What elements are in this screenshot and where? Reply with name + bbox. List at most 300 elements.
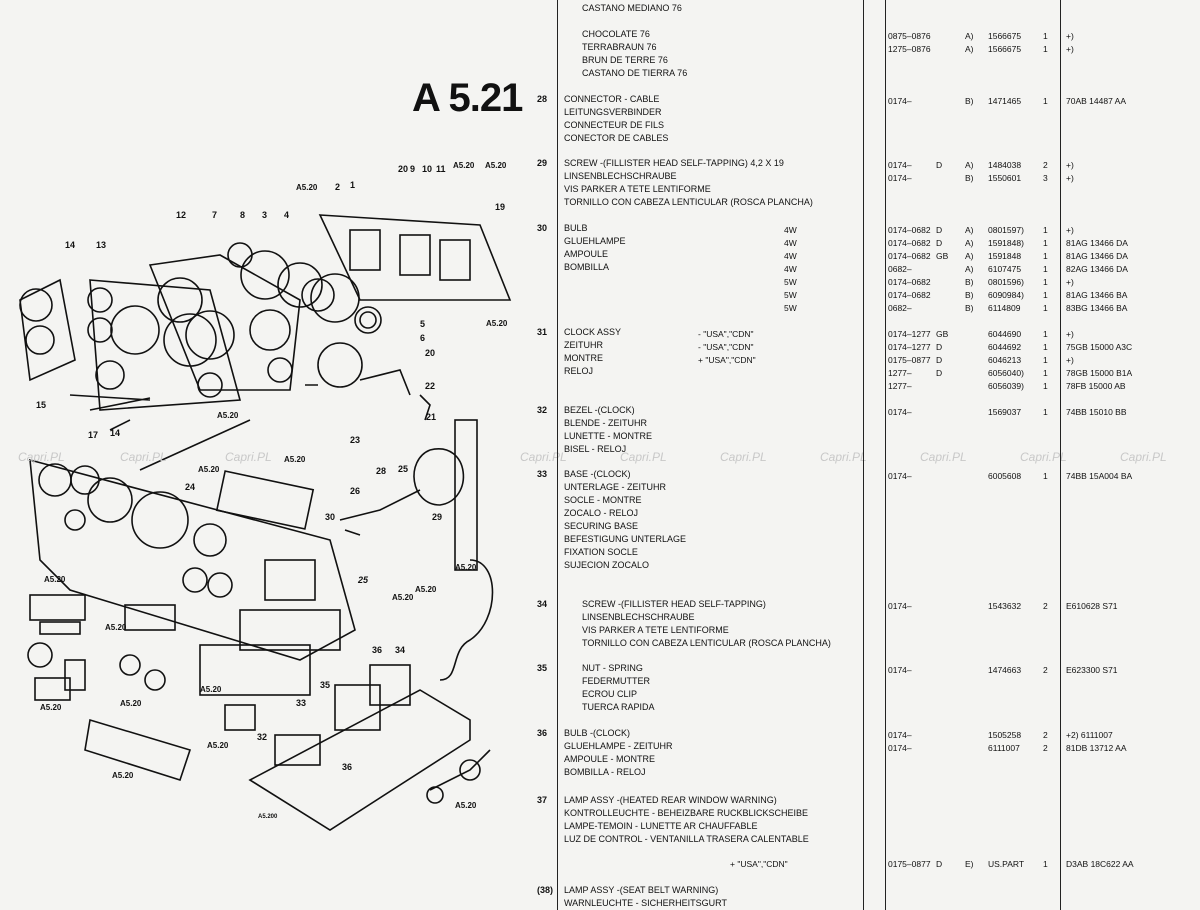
wattage-cell: 5W xyxy=(784,303,797,313)
watermark: Capri.PL xyxy=(820,450,867,464)
date-range-cell: 0875–0876 xyxy=(888,31,931,41)
description-cell: BRUN DE TERRE 76 xyxy=(582,55,668,65)
part-number xyxy=(988,858,1024,871)
engineering-code-cell: +) xyxy=(1066,44,1074,54)
date-range-cell: 1277– xyxy=(888,368,912,378)
description-cell: BULB xyxy=(564,223,588,233)
engineering-code xyxy=(1066,858,1134,871)
quantity-cell: 1 xyxy=(1043,290,1048,300)
wattage-cell: 4W xyxy=(784,238,797,248)
engineering-code-cell: D3AB 18C622 AA xyxy=(1066,859,1134,869)
part-number xyxy=(988,406,1021,419)
date-range xyxy=(888,328,931,393)
engineering-code xyxy=(1066,600,1118,613)
watermark: Capri.PL xyxy=(520,450,567,464)
engineering-code xyxy=(1066,30,1074,56)
description-cell: FEDERMUTTER xyxy=(582,676,650,686)
watermark: Capri.PL xyxy=(18,450,65,464)
quantity xyxy=(1043,664,1048,677)
description xyxy=(564,727,673,779)
callout-label: 9 xyxy=(410,164,416,174)
date-range xyxy=(888,159,912,185)
callout-label: 6 xyxy=(420,333,426,343)
part-number-cell: 1591848 xyxy=(988,251,1022,261)
description-cell: CLOCK ASSY xyxy=(564,327,622,337)
description-cell: AMPOULE xyxy=(564,249,609,259)
ref-label: A5.20 xyxy=(296,183,318,192)
country xyxy=(936,159,942,172)
quantity-cell: 1 xyxy=(1043,342,1048,352)
description-cell: ZOCALO - RELOJ xyxy=(564,508,639,518)
quantity-cell: 1 xyxy=(1043,238,1048,248)
description xyxy=(564,157,813,209)
part-number-cell: 6046213 xyxy=(988,355,1022,365)
ref-label: A5.20 xyxy=(105,623,127,632)
engineering-code xyxy=(1066,159,1074,185)
part-number xyxy=(988,159,1021,185)
quantity-cell: 1 xyxy=(1043,31,1048,41)
quantity-cell: 1 xyxy=(1043,251,1048,261)
part-number xyxy=(988,600,1021,613)
description-cell: GLUEHLAMPE xyxy=(564,236,626,246)
column-divider xyxy=(863,0,864,910)
description-cell: CASTANO DE TIERRA 76 xyxy=(582,68,688,78)
note xyxy=(965,95,974,108)
ref-label: A5.20 xyxy=(112,771,134,780)
description-cell: SUJECION ZOCALO xyxy=(564,560,650,570)
part-number-cell: 6111007 xyxy=(988,743,1020,753)
wattage-cell: 4W xyxy=(784,264,797,274)
country xyxy=(936,224,948,263)
country-cell: D xyxy=(936,238,943,248)
cluster-housing xyxy=(150,255,300,390)
description-cell: AMPOULE - MONTRE xyxy=(564,754,656,764)
note-cell: A) xyxy=(965,44,974,54)
market-cell: + "USA","CDN" xyxy=(698,355,756,365)
quantity-cell: 2 xyxy=(1043,730,1048,740)
date-range-cell: 0174–0682 xyxy=(888,290,931,300)
description xyxy=(564,93,668,145)
date-range-cell: 0174– xyxy=(888,160,912,170)
date-range-cell: 0174–0682 xyxy=(888,225,931,235)
callout-label: 28 xyxy=(376,466,387,476)
description-cell: LINSENBLECHSCHRAUBE xyxy=(564,171,677,181)
gauge-lens-2 xyxy=(26,326,54,354)
description-cell: ZEITUHR xyxy=(564,340,603,350)
description-cell: CONNECTEUR DE FILS xyxy=(564,120,665,130)
description xyxy=(564,326,621,378)
note-cell: B) xyxy=(965,173,974,183)
country-cell: D xyxy=(936,859,943,869)
engineering-code xyxy=(1066,328,1132,393)
column-divider xyxy=(1060,0,1061,910)
description-cell: CASTANO MEDIANO 76 xyxy=(582,3,682,13)
part-number-cell: 6090984) xyxy=(988,290,1024,300)
country xyxy=(936,328,948,380)
engineering-code-cell: +) xyxy=(1066,173,1074,183)
ref-number: 32 xyxy=(537,405,548,415)
engineering-code-cell: +) xyxy=(1066,160,1074,170)
description-cell: TORNILLO CON CABEZA LENTICULAR (ROSCA PLANCHA) xyxy=(564,197,813,207)
note xyxy=(965,30,974,56)
description-cell: FIXATION SOCLE xyxy=(564,547,638,557)
note-cell: B) xyxy=(965,96,974,106)
engineering-code xyxy=(1066,664,1118,677)
quantity-cell: 2 xyxy=(1043,665,1048,675)
part-number-cell: 6107475 xyxy=(988,264,1022,274)
callout-label: 14 xyxy=(110,428,121,438)
part-number-cell: 1566675 xyxy=(988,44,1022,54)
market-cell: + "USA","CDN" xyxy=(730,859,788,869)
description-cell: BEFESTIGUNG UNTERLAGE xyxy=(564,534,687,544)
description xyxy=(582,662,655,714)
date-range-cell: 0174– xyxy=(888,743,912,753)
ref-number: 34 xyxy=(537,599,548,609)
description-cell: RELOJ xyxy=(564,366,594,376)
ref-number: 36 xyxy=(537,728,548,738)
description xyxy=(564,404,652,456)
description-cell: BASE -(CLOCK) xyxy=(564,469,631,479)
description-cell: LAMPE-TEMOIN - LUNETTE AR CHAUFFABLE xyxy=(564,821,758,831)
date-range-cell: 0174–0682 xyxy=(888,251,931,261)
description-cell: KONTROLLEUCHTE - BEHEIZBARE RUCKBLICKSCHEIBE xyxy=(564,808,809,818)
printed-circuit xyxy=(320,215,510,300)
date-range-cell: 0175–0877 xyxy=(888,355,931,365)
note-cell: A) xyxy=(965,31,974,41)
quantity xyxy=(1043,95,1048,108)
callout-label: 25 xyxy=(358,575,369,585)
description-cell: ECROU CLIP xyxy=(582,689,638,699)
note-cell: A) xyxy=(965,238,974,248)
part-number xyxy=(988,664,1021,677)
quantity-cell: 1 xyxy=(1043,471,1048,481)
country-cell: GB xyxy=(936,251,949,261)
callout-label: 19 xyxy=(495,202,506,212)
country-cell: GB xyxy=(936,329,949,339)
callout-label: 5 xyxy=(420,319,426,329)
engineering-code-cell: 74BB 15010 BB xyxy=(1066,407,1127,417)
part-number-cell: 1569037 xyxy=(988,407,1022,417)
description xyxy=(564,468,686,572)
description-cell: CONECTOR DE CABLES xyxy=(564,133,669,143)
quantity xyxy=(1043,406,1048,419)
callout-label: 33 xyxy=(296,698,307,708)
engineering-code xyxy=(1066,470,1132,483)
watermark: Capri.PL xyxy=(620,450,667,464)
quantity-cell: 1 xyxy=(1043,96,1048,106)
date-range-cell: 0174– xyxy=(888,96,912,106)
date-range-cell: 0174–1277 xyxy=(888,329,931,339)
part-number-cell: 6044692 xyxy=(988,342,1022,352)
wattage-cell: 5W xyxy=(784,277,797,287)
engineering-code xyxy=(1066,406,1127,419)
ref-label: A5.20 xyxy=(392,593,414,602)
part-number-cell: 1484038 xyxy=(988,160,1022,170)
description-cell: BEZEL -(CLOCK) xyxy=(564,405,635,415)
callout-label: 10 xyxy=(422,164,433,174)
date-range-cell: 0174– xyxy=(888,407,912,417)
note-cell: B) xyxy=(965,290,974,300)
callout-label: 11 xyxy=(436,164,446,174)
quantity-cell: 1 xyxy=(1043,407,1048,417)
part-number-cell: 1566675 xyxy=(988,31,1022,41)
note-cell: A) xyxy=(965,225,974,235)
country-cell: D xyxy=(936,342,943,352)
description-cell: SCREW -(FILLISTER HEAD SELF-TAPPING) xyxy=(582,599,766,609)
description xyxy=(564,884,727,910)
market-cell: - "USA","CDN" xyxy=(698,329,754,339)
ref-number: 33 xyxy=(537,469,548,479)
engineering-code-cell: 81AG 13466 DA xyxy=(1066,238,1128,248)
part-number-cell: 1474663 xyxy=(988,665,1022,675)
date-range-cell: 0174– xyxy=(888,730,912,740)
quantity xyxy=(1043,858,1048,871)
callout-label: 7 xyxy=(212,210,218,220)
callout-label: 23 xyxy=(350,435,361,445)
note-cell: A) xyxy=(965,251,974,261)
ref-label: A5.20 xyxy=(455,801,477,810)
date-range-cell: 0174–1277 xyxy=(888,342,931,352)
part-number-cell: 6005608 xyxy=(988,471,1022,481)
date-range xyxy=(888,858,931,871)
quantity-cell: 1 xyxy=(1043,303,1048,313)
date-range-cell: 0682– xyxy=(888,264,912,274)
description-cell: LINSENBLECHSCHRAUBE xyxy=(582,612,695,622)
part-number-cell: US.PART xyxy=(988,859,1025,869)
engineering-code xyxy=(1066,729,1127,755)
quantity-cell: 1 xyxy=(1043,277,1048,287)
date-range-cell: 1277– xyxy=(888,381,912,391)
callout-label: 14 xyxy=(65,240,76,250)
date-range-cell: 0682– xyxy=(888,303,912,313)
note xyxy=(965,224,974,315)
market xyxy=(698,328,756,367)
ref-label: A5.20 xyxy=(485,161,507,170)
market-cell: - "USA","CDN" xyxy=(698,342,754,352)
ref-label: A5.20 xyxy=(453,161,475,170)
engineering-code-cell: +) xyxy=(1066,225,1074,235)
ref-label: A5.20 xyxy=(486,319,508,328)
engineering-code-cell: 81AG 13466 DA xyxy=(1066,251,1128,261)
engineering-code xyxy=(1066,224,1128,315)
callout-label: 12 xyxy=(176,210,187,220)
engineering-code-cell: 78FB 15000 AB xyxy=(1066,381,1126,391)
wattage-cell: 4W xyxy=(784,251,797,261)
callout-label: 17 xyxy=(88,430,99,440)
callout-label: 35 xyxy=(320,680,331,690)
description-cell: VIS PARKER A TETE LENTIFORME xyxy=(564,184,711,194)
callout-label: 30 xyxy=(325,512,336,522)
callout-label: 1 xyxy=(350,180,356,190)
callout-label: 2 xyxy=(335,182,341,192)
part-number xyxy=(988,30,1021,56)
market xyxy=(730,858,788,871)
ref-number: 31 xyxy=(537,327,548,337)
ref-label: A5.20 xyxy=(455,563,477,572)
date-range-cell: 0174– xyxy=(888,173,912,183)
engineering-code-cell: 70AB 14487 AA xyxy=(1066,96,1127,106)
description-cell: BOMBILLA - RELOJ xyxy=(564,767,646,777)
watermark: Capri.PL xyxy=(1120,450,1167,464)
description-cell: LEITUNGSVERBINDER xyxy=(564,107,662,117)
callout-label: 26 xyxy=(350,486,361,496)
quantity xyxy=(1043,470,1048,483)
callout-label: 22 xyxy=(425,381,436,391)
gauge-lens-1 xyxy=(20,289,52,321)
quantity xyxy=(1043,600,1048,613)
ref-label: A5.20 xyxy=(120,699,142,708)
part-number-cell: 6114809 xyxy=(988,303,1021,313)
wattage xyxy=(784,224,797,315)
part-number-cell: 0801597) xyxy=(988,225,1024,235)
description-cell: LUNETTE - MONTRE xyxy=(564,431,653,441)
callout-label: 20 xyxy=(425,348,436,358)
ref-number: 28 xyxy=(537,94,548,104)
date-range-cell: 0174– xyxy=(888,471,912,481)
engineering-code-cell: 81DB 13712 AA xyxy=(1066,743,1127,753)
description-cell: VIS PARKER A TETE LENTIFORME xyxy=(582,625,729,635)
description-cell: CONNECTOR - CABLE xyxy=(564,94,660,104)
wattage-cell: 5W xyxy=(784,290,797,300)
ref-label: A5.20 xyxy=(284,455,306,464)
callout-label: 4 xyxy=(284,210,290,220)
country-cell: D xyxy=(936,160,943,170)
wattage-cell: 4W xyxy=(784,225,797,235)
quantity-cell: 2 xyxy=(1043,160,1048,170)
date-range xyxy=(888,406,912,419)
engineering-code-cell: +) xyxy=(1066,31,1074,41)
engineering-code-cell: +) xyxy=(1066,277,1074,287)
page-code: A 5.21 xyxy=(412,76,523,120)
quantity xyxy=(1043,30,1048,56)
ref-number: 35 xyxy=(537,663,548,673)
description-cell: LUZ DE CONTROL - VENTANILLA TRASERA CALENTABLE xyxy=(564,834,809,844)
description xyxy=(564,222,626,274)
date-range xyxy=(888,224,931,315)
part-number-cell: 6056040) xyxy=(988,368,1024,378)
description xyxy=(564,794,809,846)
description-cell: BLENDE - ZEITUHR xyxy=(564,418,648,428)
engineering-code-cell: +) xyxy=(1066,355,1074,365)
quantity-cell: 1 xyxy=(1043,264,1048,274)
callout-label: 21 xyxy=(426,412,437,422)
quantity-cell: 1 xyxy=(1043,368,1048,378)
note-cell: A) xyxy=(965,264,974,274)
watermark: Capri.PL xyxy=(720,450,767,464)
quantity-cell: 1 xyxy=(1043,859,1048,869)
callout-label: 24 xyxy=(185,482,196,492)
description-cell: MONTRE xyxy=(564,353,603,363)
country-cell: D xyxy=(936,225,943,235)
watermark: Capri.PL xyxy=(1020,450,1067,464)
callout-label: 8 xyxy=(240,210,246,220)
stamp-label: A5.200 xyxy=(258,814,278,820)
engineering-code-cell: 74BB 15A004 BA xyxy=(1066,471,1133,481)
description-cell: TUERCA RAPIDA xyxy=(582,702,655,712)
description-cell: BOMBILLA xyxy=(564,262,610,272)
date-range xyxy=(888,30,931,56)
engineering-code-cell: 78GB 15000 B1A xyxy=(1066,368,1133,378)
date-range xyxy=(888,470,912,483)
console-housing xyxy=(250,690,470,830)
ref-label: A5.20 xyxy=(415,585,437,594)
part-number-cell: 6044690 xyxy=(988,329,1022,339)
date-range-cell: 0174– xyxy=(888,665,912,675)
engineering-code xyxy=(1066,95,1126,108)
quantity xyxy=(1043,729,1048,755)
part-number xyxy=(988,224,1024,315)
exploded-instrument-panel-diagram xyxy=(0,120,530,910)
date-range-cell: 0175–0877 xyxy=(888,859,931,869)
callout-label: 34 xyxy=(395,645,406,655)
part-number-cell: 1543632 xyxy=(988,601,1022,611)
note-cell: A) xyxy=(965,160,974,170)
callout-label: 13 xyxy=(96,240,107,250)
description-cell: LAMP ASSY -(HEATED REAR WINDOW WARNING) xyxy=(564,795,777,805)
description-cell: WARNLEUCHTE - SICHERHEITSGURT xyxy=(564,898,728,908)
callout-label: 20 xyxy=(398,164,409,174)
quantity-cell: 1 xyxy=(1043,329,1048,339)
description-cell: NUT - SPRING xyxy=(582,663,643,673)
ref-label: A5.20 xyxy=(200,685,222,694)
description xyxy=(582,2,682,15)
callout-label: 25 xyxy=(398,464,409,474)
note-cell: E) xyxy=(965,859,974,869)
quantity-cell: 1 xyxy=(1043,355,1048,365)
date-range xyxy=(888,729,912,755)
description-cell: SOCLE - MONTRE xyxy=(564,495,642,505)
description-cell: LAMP ASSY -(SEAT BELT WARNING) xyxy=(564,885,719,895)
date-range xyxy=(888,95,912,108)
country xyxy=(936,858,942,871)
ref-number: 29 xyxy=(537,158,548,168)
date-range-cell: 1275–0876 xyxy=(888,44,931,54)
description-cell: GLUEHLAMPE - ZEITUHR xyxy=(564,741,673,751)
note xyxy=(965,858,974,871)
engineering-code-cell: +2) 6111007 xyxy=(1066,730,1113,740)
engineering-code-cell: 82AG 13466 DA xyxy=(1066,264,1128,274)
part-number xyxy=(988,328,1024,393)
country-cell: D xyxy=(936,355,943,365)
watermark: Capri.PL xyxy=(920,450,967,464)
engineering-code-cell: E610628 S71 xyxy=(1066,601,1118,611)
description xyxy=(582,28,687,80)
country-cell: D xyxy=(936,368,943,378)
quantity-cell: 1 xyxy=(1043,381,1048,391)
part-number-cell: 1505258 xyxy=(988,730,1022,740)
callout-label: 15 xyxy=(36,400,47,410)
callout-label: 36 xyxy=(372,645,383,655)
part-number-cell: 0801596) xyxy=(988,277,1024,287)
note xyxy=(965,159,974,185)
engineering-code-cell: 83BG 13466 BA xyxy=(1066,303,1128,313)
engineering-code-cell: 81AG 13466 BA xyxy=(1066,290,1128,300)
callout-label: 29 xyxy=(432,512,443,522)
quantity-cell: 2 xyxy=(1043,601,1048,611)
ref-number: 30 xyxy=(537,223,548,233)
ref-label: A5.20 xyxy=(44,575,66,584)
quantity-cell: 1 xyxy=(1043,225,1048,235)
description-cell: UNTERLAGE - ZEITUHR xyxy=(564,482,667,492)
quantity xyxy=(1043,224,1048,315)
part-number-cell: 1550601 xyxy=(988,173,1022,183)
date-range-cell: 0174–0682 xyxy=(888,277,931,287)
quantity-cell: 1 xyxy=(1043,44,1048,54)
description-cell: BISEL - RELOJ xyxy=(564,444,627,454)
date-range-cell: 0174–0682 xyxy=(888,238,931,248)
quantity xyxy=(1043,328,1048,393)
ref-number: (38) xyxy=(537,885,554,895)
